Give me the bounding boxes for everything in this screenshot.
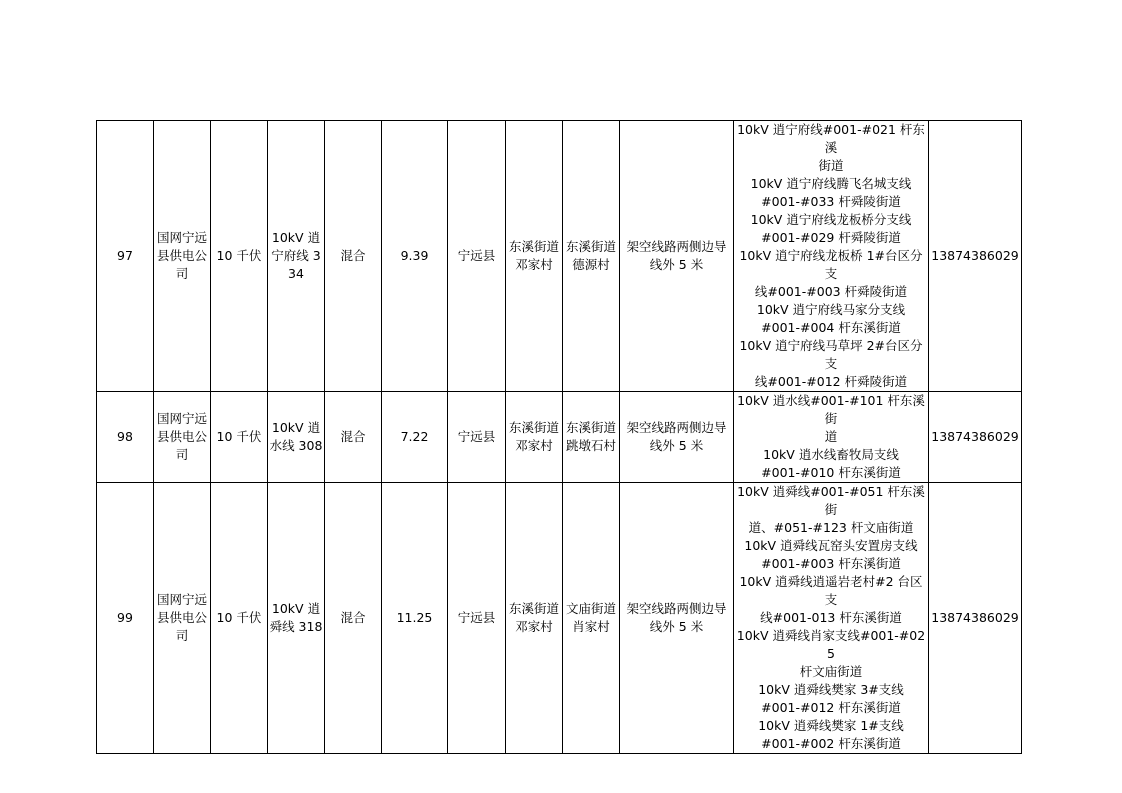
cell-type: 混合 — [325, 392, 382, 483]
cell-county: 宁远县 — [448, 483, 506, 754]
detail-line: 10kV 逍水线#001-#101 杆东溪街 — [737, 393, 925, 426]
detail-line: 街道 — [818, 158, 844, 173]
detail-line: 10kV 逍水线畜牧局支线 — [763, 447, 899, 462]
detail-line: #001-#003 杆东溪街道 — [761, 556, 901, 571]
cell-town2: 东溪街道跳墩石村 — [563, 392, 620, 483]
cell-county: 宁远县 — [448, 121, 506, 392]
cell-length: 9.39 — [382, 121, 448, 392]
cell-voltage: 10 千伏 — [211, 121, 268, 392]
detail-line: 10kV 逍舜线樊家 3#支线 — [758, 682, 904, 697]
detail-line: 10kV 逍宁府线马家分支线 — [756, 302, 906, 317]
detail-line: 道、#051-#123 杆文庙街道 — [748, 520, 914, 535]
cell-town1: 东溪街道邓家村 — [506, 121, 563, 392]
detail-line: 10kV 逍舜线肖家支线#001-#025 — [736, 628, 926, 661]
cell-phone: 13874386029 — [929, 121, 1022, 392]
detail-line: 10kV 逍宁府线#001-#021 杆东溪 — [737, 122, 925, 155]
cell-phone: 13874386029 — [929, 483, 1022, 754]
detail-line: 10kV 逍宁府线龙板桥分支线 — [750, 212, 912, 227]
cell-town2: 东溪街道德源村 — [563, 121, 620, 392]
cell-line: 10kV 逍水线 308 — [268, 392, 325, 483]
cell-range: 架空线路两侧边导线外 5 米 — [620, 392, 734, 483]
detail-line: 线#001-#003 杆舜陵街道 — [754, 284, 908, 299]
table-row — [97, 392, 1022, 483]
cell-details — [734, 392, 929, 483]
cell-company: 国网宁远县供电公司 — [154, 483, 211, 754]
cell-no: 97 — [97, 121, 154, 392]
cell-town1: 东溪街道邓家村 — [506, 392, 563, 483]
cell-no: 98 — [97, 392, 154, 483]
detail-line: #001-#010 杆东溪街道 — [761, 465, 901, 480]
cell-type: 混合 — [325, 121, 382, 392]
table-body — [97, 121, 1022, 754]
detail-line: 10kV 逍舜线瓦窑头安置房支线 — [744, 538, 918, 553]
detail-line: #001-#012 杆东溪街道 — [761, 700, 901, 715]
detail-line: 10kV 逍舜线#001-#051 杆东溪街 — [737, 484, 925, 517]
detail-line: #001-#029 杆舜陵街道 — [761, 230, 901, 245]
cell-phone: 13874386029 — [929, 392, 1022, 483]
cell-details — [734, 121, 929, 392]
cell-range: 架空线路两侧边导线外 5 米 — [620, 483, 734, 754]
cell-line: 10kV 逍宁府线 334 — [268, 121, 325, 392]
cell-type: 混合 — [325, 483, 382, 754]
detail-line: #001-#033 杆舜陵街道 — [761, 194, 901, 209]
table-row — [97, 121, 1022, 392]
detail-line: #001-#002 杆东溪街道 — [761, 736, 901, 751]
cell-company: 国网宁远县供电公司 — [154, 121, 211, 392]
cell-town1: 东溪街道邓家村 — [506, 483, 563, 754]
detail-line: #001-#004 杆东溪街道 — [761, 320, 901, 335]
detail-line: 10kV 逍宁府线马草坪 2#台区分支 — [739, 338, 923, 371]
cell-length: 11.25 — [382, 483, 448, 754]
cell-no: 99 — [97, 483, 154, 754]
cell-voltage: 10 千伏 — [211, 483, 268, 754]
detail-line: 10kV 逍宁府线龙板桥 1#台区分支 — [739, 248, 923, 281]
cell-range: 架空线路两侧边导线外 5 米 — [620, 121, 734, 392]
cell-company: 国网宁远县供电公司 — [154, 392, 211, 483]
power-line-table — [96, 120, 1022, 754]
cell-details — [734, 483, 929, 754]
cell-length: 7.22 — [382, 392, 448, 483]
cell-town2: 文庙街道肖家村 — [563, 483, 620, 754]
detail-line: 道 — [824, 429, 838, 444]
cell-voltage: 10 千伏 — [211, 392, 268, 483]
detail-line: 10kV 逍舜线逍遥岩老村#2 台区支 — [739, 574, 923, 607]
cell-county: 宁远县 — [448, 392, 506, 483]
detail-line: 线#001-013 杆东溪街道 — [760, 610, 902, 625]
table-row — [97, 483, 1022, 754]
detail-line: 杆文庙街道 — [799, 664, 863, 679]
detail-line: 10kV 逍舜线樊家 1#支线 — [758, 718, 904, 733]
detail-line: 10kV 逍宁府线腾飞名城支线 — [750, 176, 912, 191]
detail-line: 线#001-#012 杆舜陵街道 — [754, 374, 908, 389]
cell-line: 10kV 逍舜线 318 — [268, 483, 325, 754]
